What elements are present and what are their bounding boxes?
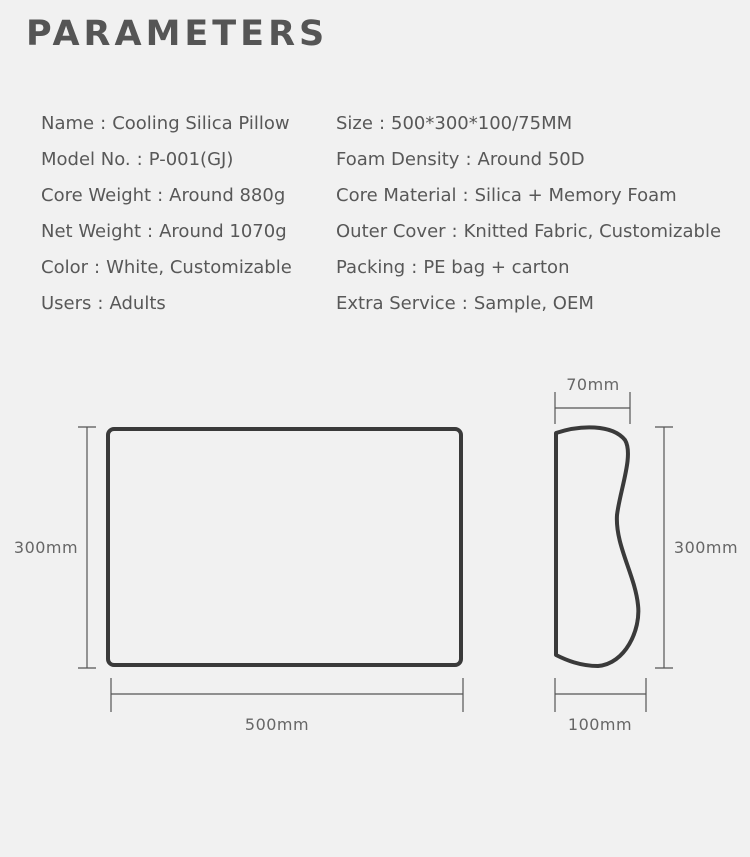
spec-value: Knitted Fabric, Customizable <box>463 221 722 242</box>
front-width-label: 500mm <box>244 715 310 734</box>
side-bottom-width-label: 100mm <box>567 715 633 734</box>
spec-separator: : <box>97 293 104 314</box>
spec-value: Around 50D <box>477 149 585 170</box>
front-height-dimension <box>78 427 96 668</box>
spec-key: Extra Service <box>336 293 456 314</box>
spec-value: PE bag + carton <box>423 257 570 278</box>
spec-key: Core Weight <box>41 185 152 206</box>
spec-key: Foam Density <box>336 149 460 170</box>
spec-value: 500*300*100/75MM <box>391 113 573 134</box>
side-height-dimension <box>655 427 673 668</box>
spec-value: White, Customizable <box>106 257 292 278</box>
spec-key: Packing <box>336 257 406 278</box>
spec-value: Adults <box>109 293 166 314</box>
spec-value: Around 880g <box>169 185 286 206</box>
spec-separator: : <box>451 221 458 242</box>
spec-separator: : <box>461 293 468 314</box>
spec-key: Name <box>41 113 95 134</box>
spec-key: Size <box>336 113 373 134</box>
spec-value: Silica + Memory Foam <box>474 185 677 206</box>
side-top-width-dimension <box>555 392 630 424</box>
spec-value: Around 1070g <box>159 221 287 242</box>
spec-key: Outer Cover <box>336 221 446 242</box>
spec-separator: : <box>465 149 472 170</box>
front-height-label: 300mm <box>13 538 79 557</box>
spec-separator: : <box>147 221 154 242</box>
spec-key: Users <box>41 293 92 314</box>
spec-separator: : <box>411 257 418 278</box>
spec-value: Cooling Silica Pillow <box>112 113 290 134</box>
spec-separator: : <box>94 257 101 278</box>
spec-separator: : <box>157 185 164 206</box>
spec-key: Net Weight <box>41 221 142 242</box>
spec-separator: : <box>462 185 469 206</box>
spec-separator: : <box>378 113 386 134</box>
side-height-label: 300mm <box>673 538 739 557</box>
page-title: PARAMETERS <box>26 14 329 54</box>
pillow-side-profile <box>556 427 638 666</box>
front-width-dimension <box>111 678 463 712</box>
side-bottom-width-dimension <box>555 678 646 712</box>
spec-key: Core Material <box>336 185 457 206</box>
spec-key: Model No. <box>41 149 131 170</box>
side-top-width-label: 70mm <box>566 375 620 394</box>
pillow-front-view <box>108 429 461 665</box>
spec-value: Sample, OEM <box>473 293 594 314</box>
spec-key: Color <box>41 257 88 278</box>
spec-separator: : <box>136 149 143 170</box>
spec-value: P-001(GJ) <box>148 149 234 170</box>
spec-separator: : <box>100 113 107 134</box>
